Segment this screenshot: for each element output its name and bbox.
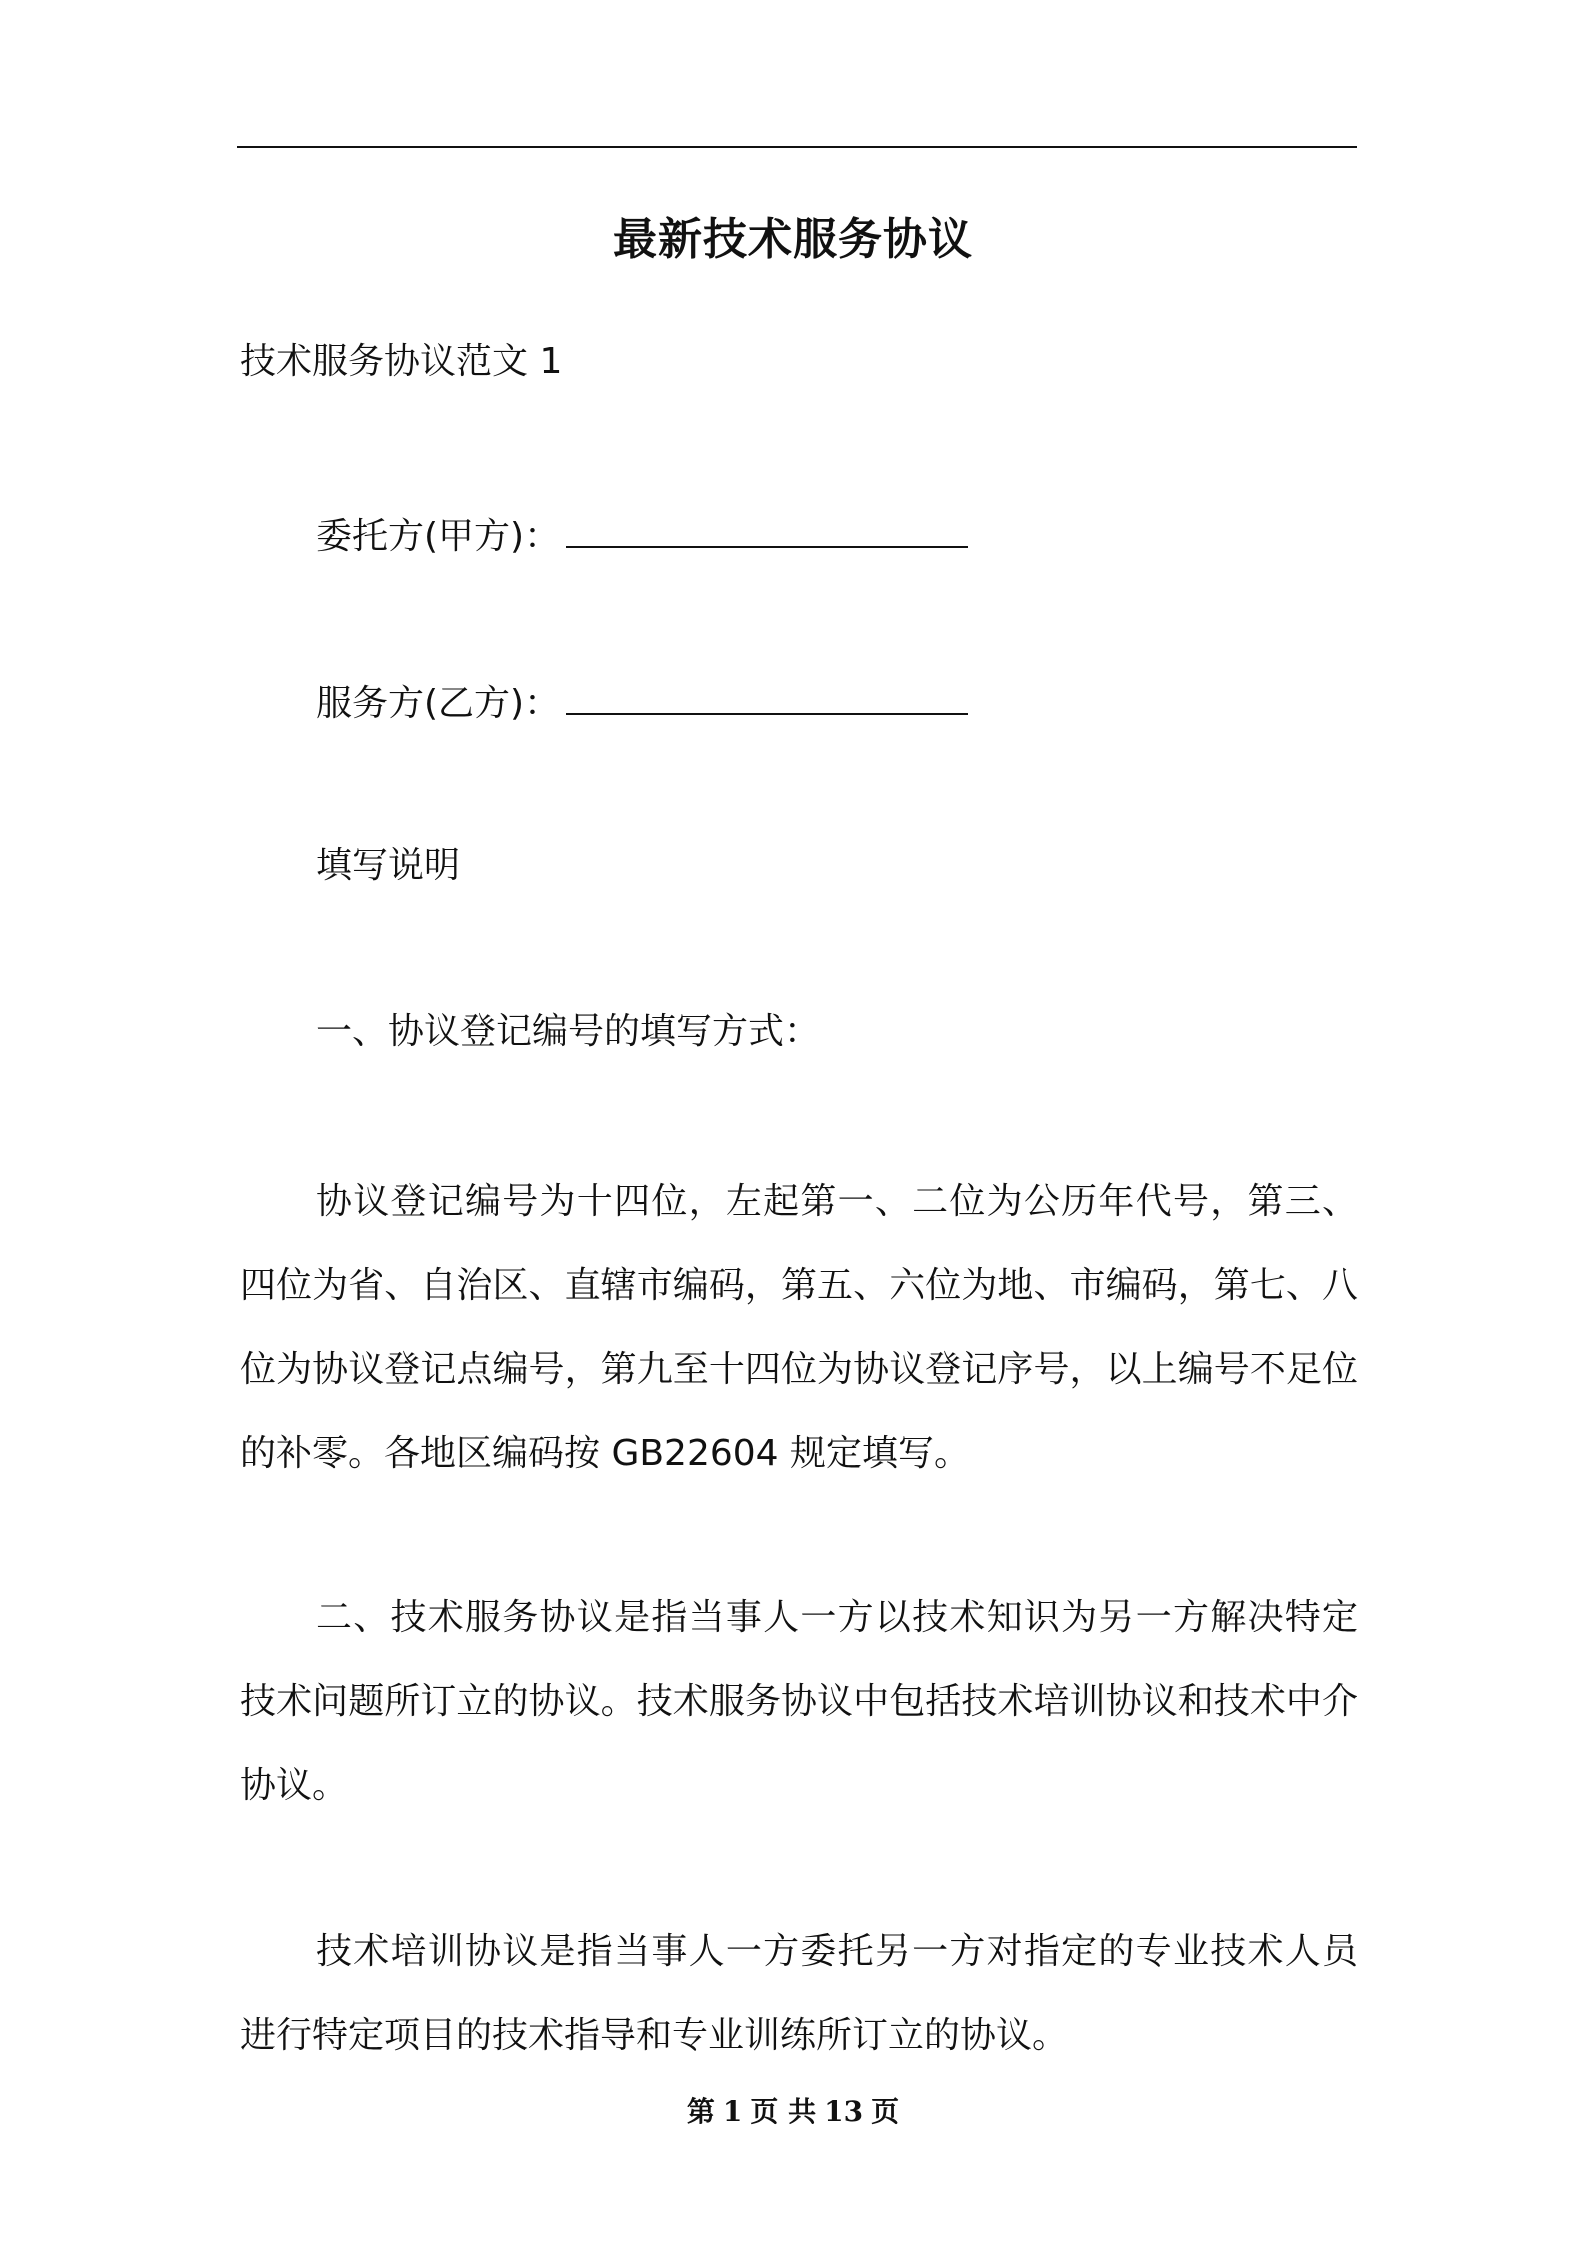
party-a-line [316,506,968,563]
footer-total-pages: 13 [824,2095,864,2128]
paragraph-training-definition: 技术培训协议是指当事人一方委托另一方对指定的专业技术人员进行特定项目的技术指导和专业训练所订立的协议。 [240,1931,1358,2056]
document-title: 最新技术服务协议 [613,214,973,265]
party-a-blank [566,506,968,548]
paragraph-registration-number: 协议登记编号为十四位，左起第一、二位为公历年代号，第三、四位为省、自治区、直辖市编码，第五、六位为地、市编码，第七、八位为协议登记点编号，第九至十四位为协议登记序号，以上编号不足位的补零。各地区编码按 GB22604 规定填写。 [240,1181,1358,1474]
party-b-blank [566,673,968,715]
header-rule [237,146,1357,148]
footer-current-page: 1 [722,2095,743,2128]
paragraph-service-definition: 二、技术服务协议是指当事人一方以技术知识为另一方解决特定技术问题所订立的协议。技术服务协议中包括技术培训协议和技术中介协议。 [240,1597,1358,1806]
footer-prefix: 第 [686,2095,715,2128]
document-subtitle: 技术服务协议范文 1 [240,341,563,382]
party-b-line [316,673,968,730]
footer-middle: 页 共 [750,2095,817,2128]
party-a-label: 委托方(甲方)： [316,516,561,557]
party-b-label: 服务方(乙方)： [316,683,561,724]
page-footer [0,2092,1586,2132]
section-1-heading: 一、协议登记编号的填写方式： [316,1011,821,1052]
instructions-heading: 填写说明 [316,845,461,886]
footer-suffix: 页 [871,2095,900,2128]
